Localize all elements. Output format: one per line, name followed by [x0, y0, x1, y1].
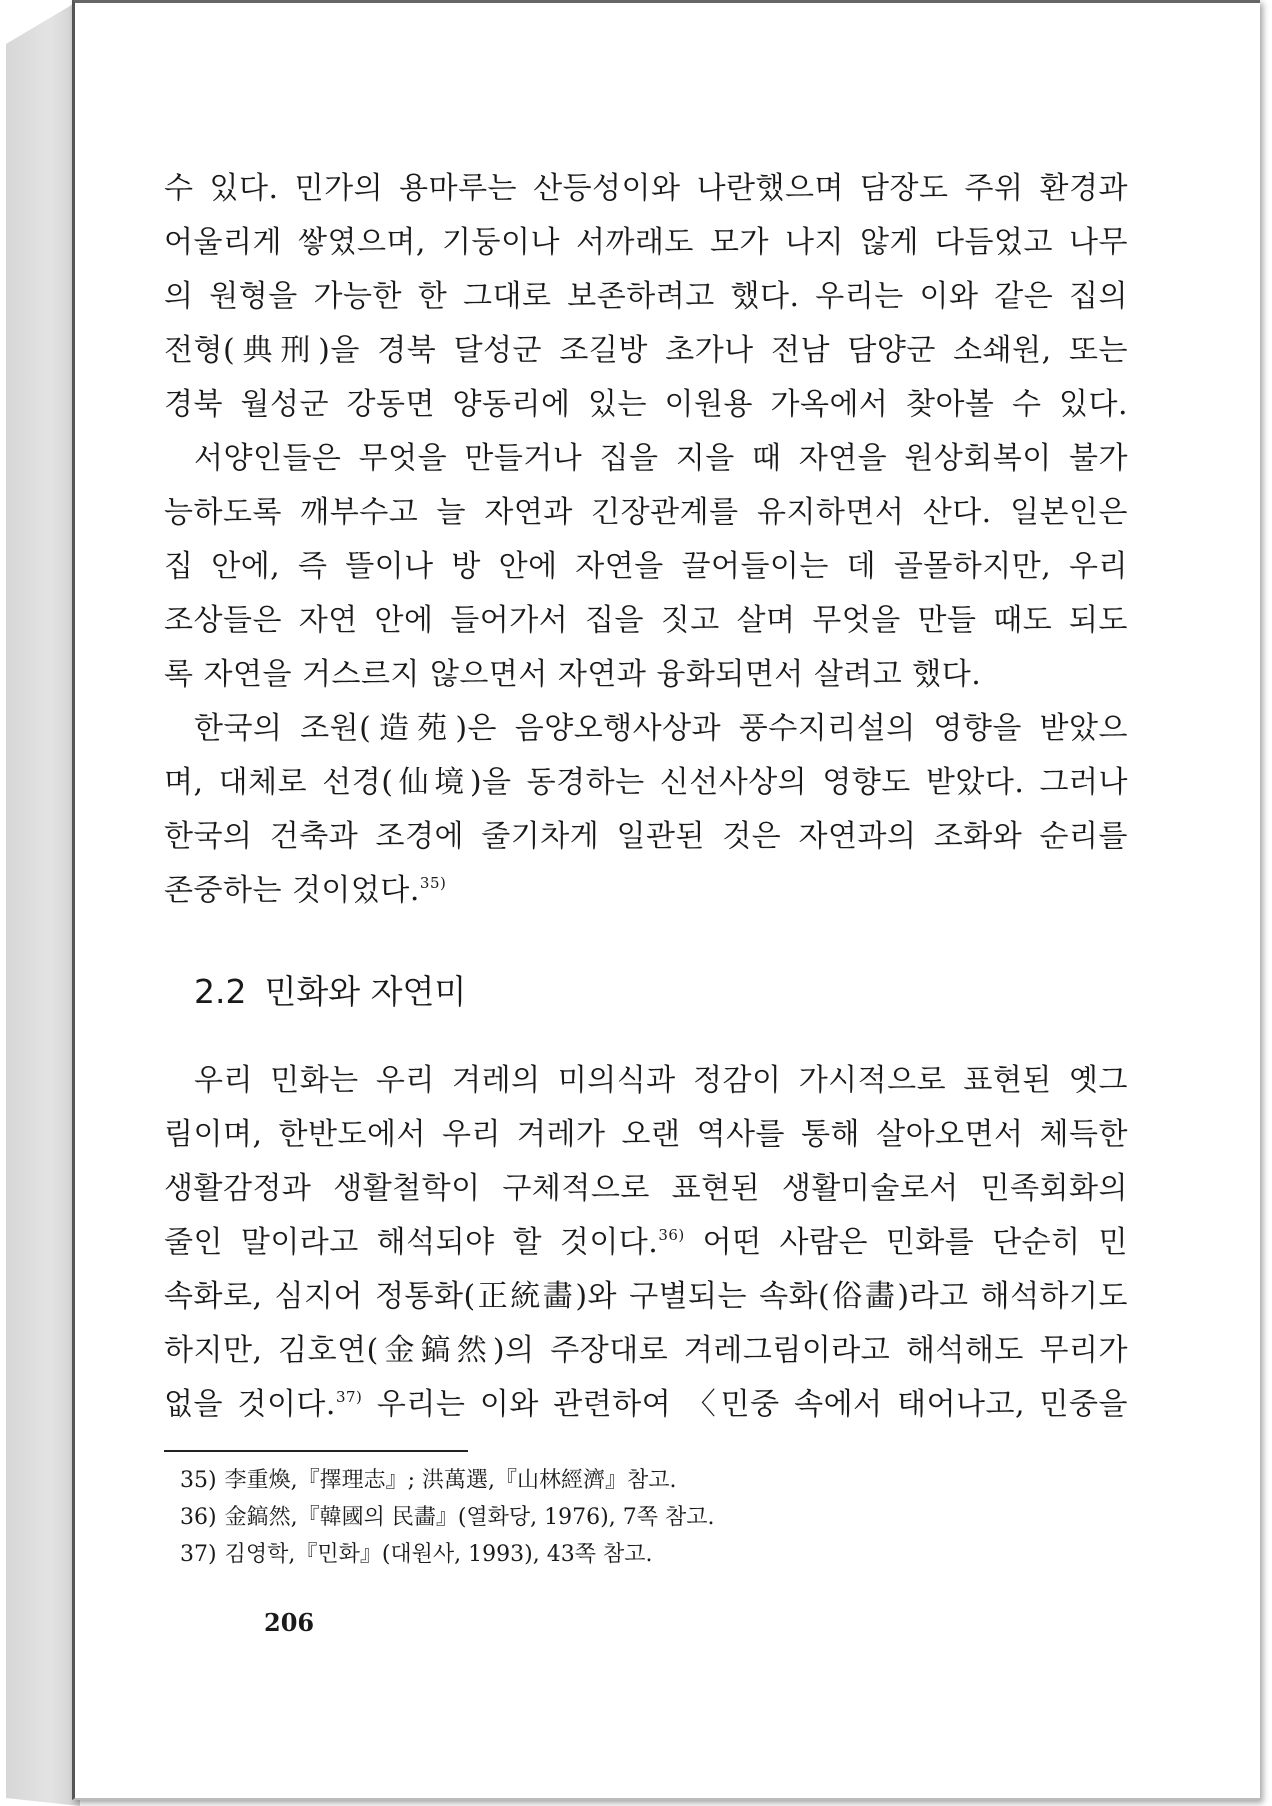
- text-span: 우리는 이와 관련하여 〈민중 속에서 태어나고, 민중을: [362, 1387, 1128, 1422]
- text-line: 집 안에, 즉 뜰이나 방 안에 자연을 끌어들이는 데 골몰하지만, 우리: [164, 549, 1128, 584]
- text-line: 한국의 건축과 조경에 줄기차게 일관된 것은 자연과의 조화와 순리를: [164, 819, 1128, 854]
- paragraph-3: [164, 702, 1128, 918]
- footnote-text: 金鎬然,『韓國의 民畵』(열화당, 1976), 7쪽 참고.: [224, 1505, 715, 1530]
- book-spine: [6, 0, 80, 1806]
- footnote-35: [164, 1462, 1128, 1499]
- text-line: 우리 민화는 우리 겨레의 미의식과 정감이 가시적으로 표현된 옛그: [194, 1063, 1128, 1098]
- footnote-text: 김영학,『민화』(대원사, 1993), 43쪽 참고.: [224, 1542, 653, 1567]
- text-line: 수 있다. 민가의 용마루는 산등성이와 나란했으며 담장도 주위 환경과: [164, 171, 1128, 206]
- text-line: 어울리게 쌓였으며, 기둥이나 서까래도 모가 나지 않게 다듬었고 나무: [164, 225, 1128, 260]
- text-span: 존중하는 것이었다.: [164, 873, 420, 908]
- footnote-text: 李重煥,『擇理志』; 洪萬選,『山林經濟』참고.: [224, 1468, 677, 1493]
- footnote-ref-37[interactable]: 37): [335, 1388, 363, 1406]
- text-line: 조상들은 자연 안에 들어가서 집을 짓고 살며 무엇을 만들 때도 되도: [164, 603, 1128, 638]
- footnote-number: 35): [180, 1468, 217, 1493]
- footnote-37: [164, 1536, 1128, 1573]
- paragraph-2: [164, 432, 1128, 702]
- text-line: 서양인들은 무엇을 만들거나 집을 지을 때 자연을 원상회복이 불가: [194, 441, 1128, 476]
- section-heading: [164, 970, 1128, 1014]
- footnote-ref-35[interactable]: 35): [419, 874, 447, 892]
- text-line: [164, 864, 1128, 918]
- footnote-number: 36): [180, 1505, 217, 1530]
- text-line: [164, 1216, 1128, 1270]
- page-number: 206: [264, 1608, 315, 1637]
- text-span: 어떤 사람은 민화를 단순히 민: [684, 1225, 1128, 1260]
- text-line: 전형(典刑)을 경북 달성군 조길방 초가나 전남 담양군 소쇄원, 또는: [164, 333, 1128, 368]
- section-title: 민화와 자연미: [264, 972, 467, 1011]
- text-line: 속화로, 심지어 정통화(正統畵)와 구별되는 속화(俗畵)라고 해석하기도: [164, 1279, 1128, 1314]
- paragraph-1: [164, 162, 1128, 432]
- footnote-ref-36[interactable]: 36): [658, 1226, 685, 1244]
- page-content: [164, 162, 1128, 1573]
- footnote-number: 37): [180, 1542, 217, 1567]
- text-line: 능하도록 깨부수고 늘 자연과 긴장관계를 유지하면서 산다. 일본인은: [164, 495, 1128, 530]
- text-line: 며, 대체로 선경(仙境)을 동경하는 신선사상의 영향도 받았다. 그러나: [164, 765, 1128, 800]
- footnote-divider: [164, 1450, 468, 1452]
- text-line: 록 자연을 거스르지 않으면서 자연과 융화되면서 살려고 했다.: [164, 657, 982, 692]
- text-line: 하지만, 김호연(金鎬然)의 주장대로 겨레그림이라고 해석해도 무리가: [164, 1333, 1128, 1368]
- text-line: [164, 1378, 1128, 1432]
- text-span: 줄인 말이라고 해석되야 할 것이다.: [164, 1225, 659, 1260]
- footnote-36: [164, 1499, 1128, 1536]
- text-line: 한국의 조원(造苑)은 음양오행사상과 풍수지리설의 영향을 받았으: [194, 711, 1128, 746]
- text-line: 의 원형을 가능한 한 그대로 보존하려고 했다. 우리는 이와 같은 집의: [164, 279, 1128, 314]
- section-number: 2.2: [194, 972, 247, 1011]
- text-line: 림이며, 한반도에서 우리 겨레가 오랜 역사를 통해 살아오면서 체득한: [164, 1117, 1128, 1152]
- footnotes: [164, 1462, 1128, 1573]
- paragraph-4: [164, 1054, 1128, 1432]
- text-line: 경북 월성군 강동면 양동리에 있는 이원용 가옥에서 찾아볼 수 있다.: [164, 387, 1128, 422]
- text-line: 생활감정과 생활철학이 구체적으로 표현된 생활미술로서 민족회화의: [164, 1171, 1128, 1206]
- text-span: 없을 것이다.: [164, 1387, 336, 1422]
